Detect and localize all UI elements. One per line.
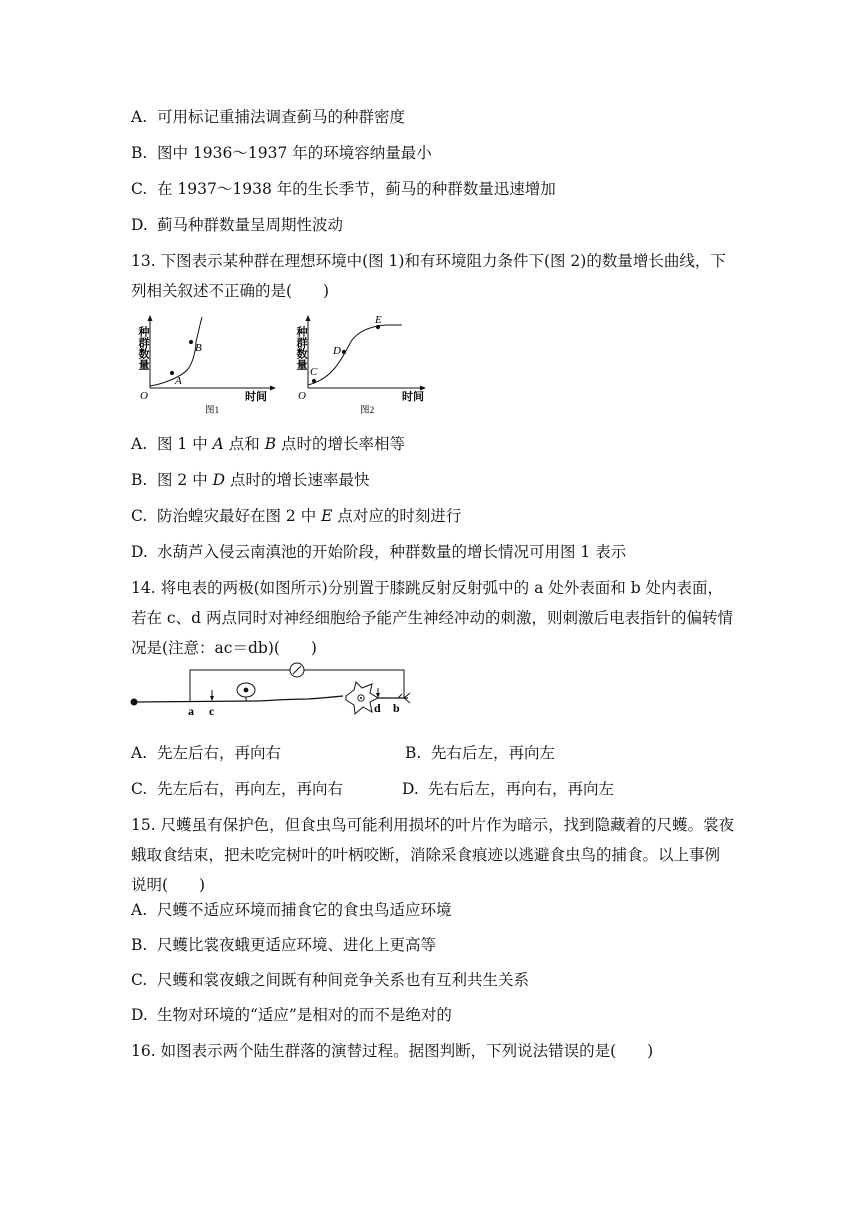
q12-option-c: C. 在 1937～1938 年的生长季节，蓟马的种群数量迅速增加	[131, 180, 556, 198]
growth-curve-figure-1	[137, 315, 276, 416]
point-b-label: b	[393, 701, 400, 715]
fig2-y-axis-label: 种群数量	[295, 326, 307, 370]
q16-stem: 16. 如图表示两个陆生群落的演替过程。据图判断，下列说法错误的是( )	[131, 1042, 654, 1060]
fig2-point-c-label: C	[310, 366, 318, 378]
q15-option-a: A. 尺蠖不适应环境而捕食它的食虫鸟适应环境	[131, 901, 452, 919]
growth-curve-figure-2	[295, 314, 426, 416]
q12-option-a: A. 可用标记重捕法调查蓟马的种群密度	[131, 108, 406, 126]
point-c-label: c	[209, 704, 215, 718]
fig2-caption: 图2	[360, 406, 375, 416]
q14-reflex-arc-figure	[128, 660, 418, 720]
fig2-x-axis-label: 时间	[402, 391, 424, 403]
fig2-point-d-label: D	[333, 345, 341, 357]
q14-option-c: C. 先左后右，再向左，再向右	[131, 780, 344, 798]
fig2-point-e-label: E	[375, 314, 382, 326]
q15-option-c: C. 尺蠖和裳夜蛾之间既有种间竞争关系也有互利共生关系	[131, 971, 530, 989]
q13-option-c: C. 防治蝗灾最好在图 2 中 E 点对应的时刻进行	[131, 507, 462, 525]
fig1-caption: 图1	[205, 406, 220, 416]
fig1-point-b-label: B	[195, 342, 202, 354]
fig1-point-a-label: A	[175, 375, 182, 387]
q13-figure	[128, 312, 428, 420]
q15-option-d: D. 生物对环境的“适应”是相对的而不是绝对的	[131, 1006, 452, 1024]
q12-option-d: D. 蓟马种群数量呈周期性波动	[131, 216, 344, 234]
q14-option-a: A. 先左后右，再向右	[131, 744, 282, 762]
q13-option-a: A. 图 1 中 A 点和 B 点时的增长率相等	[131, 435, 406, 453]
q14-option-d: D. 先右后左，再向右，再向左	[402, 780, 615, 798]
fig1-y-axis-label: 种群数量	[137, 326, 149, 370]
q12-option-b: B. 图中 1936～1937 年的环境容纳量最小	[131, 144, 432, 162]
q13-option-b: B. 图 2 中 D 点时的增长速率最快	[131, 471, 370, 489]
point-d-label: d	[374, 701, 381, 715]
fig1-x-axis-label: 时间	[245, 391, 267, 403]
fig1-origin-label: O	[140, 390, 148, 402]
q14-option-b: B. 先右后左，再向左	[405, 744, 556, 762]
q14-stem: 14. 将电表的两极(如图所示)分别置于膝跳反射反射弧中的 a 处外表面和 b 处内表面，若在 c、d 两点同时对神经细胞给予能产生神经冲动的刺激，则刺激后电表指针的偏转情况是(注意：ac＝db)( )	[131, 579, 733, 657]
q15-option-b: B. 尺蠖比裳夜蛾更适应环境、进化上更高等	[131, 936, 437, 954]
fig2-origin-label: O	[298, 390, 306, 402]
q13-option-d: D. 水葫芦入侵云南滇池的开始阶段，种群数量的增长情况可用图 1 表示	[131, 543, 627, 561]
q13-stem: 13. 下图表示某种群在理想环境中(图 1)和有环境阻力条件下(图 2)的数量增长曲线，下列相关叙述不正确的是( )	[131, 252, 726, 300]
point-a-label: a	[188, 704, 194, 718]
q15-stem: 15. 尺蠖虽有保护色，但食虫鸟可能利用损坏的叶片作为暗示，找到隐藏着的尺蠖。裳夜蛾取食结束，把未吃完树叶的叶柄咬断，消除采食痕迹以逃避食虫鸟的捕食。以上事例说明( )	[131, 816, 735, 894]
